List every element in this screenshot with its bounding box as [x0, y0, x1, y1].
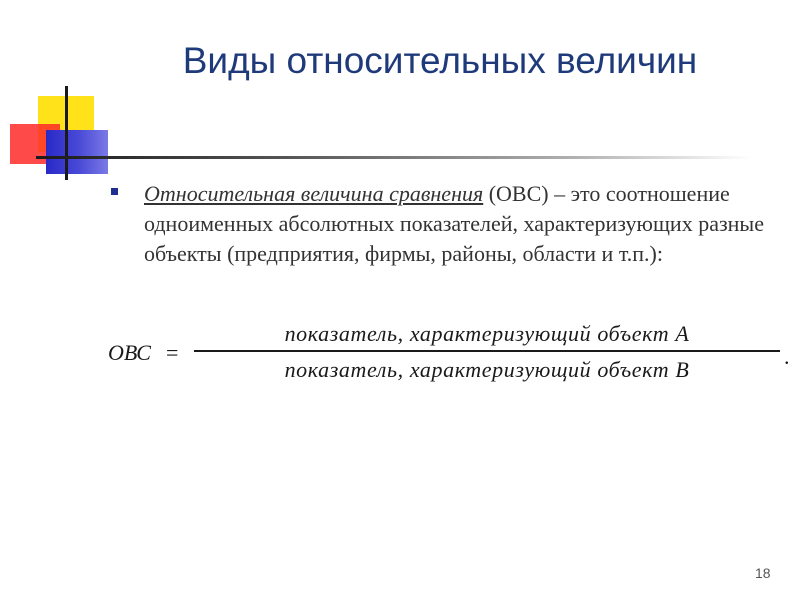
definition-text: (ОВС) – это соотношение одноименных абсолютных показателей, характеризующих разные объекты (предприятия, фирмы, районы, области и т.п.): [144, 181, 764, 266]
formula-fraction [194, 320, 780, 384]
fraction-bar [194, 350, 780, 352]
decorative-squares [0, 0, 800, 200]
slide-title: Виды относительных величин [182, 40, 698, 81]
formula-lhs: ОВС [108, 340, 151, 365]
bullet-text [144, 179, 764, 269]
vertical-divider-line [65, 86, 68, 180]
formula-numerator: показатель, характеризующий объект А [284, 321, 690, 346]
title-underline [36, 156, 752, 159]
page-number: 18 [755, 565, 771, 581]
bullet-marker [111, 188, 118, 195]
blue-square [46, 130, 108, 174]
defined-term: Относительная величина сравнения [144, 181, 484, 206]
formula-equals: = [166, 340, 179, 365]
formula-terminator: . [784, 344, 790, 369]
formula-denominator: показатель, характеризующий объект В [284, 356, 690, 382]
